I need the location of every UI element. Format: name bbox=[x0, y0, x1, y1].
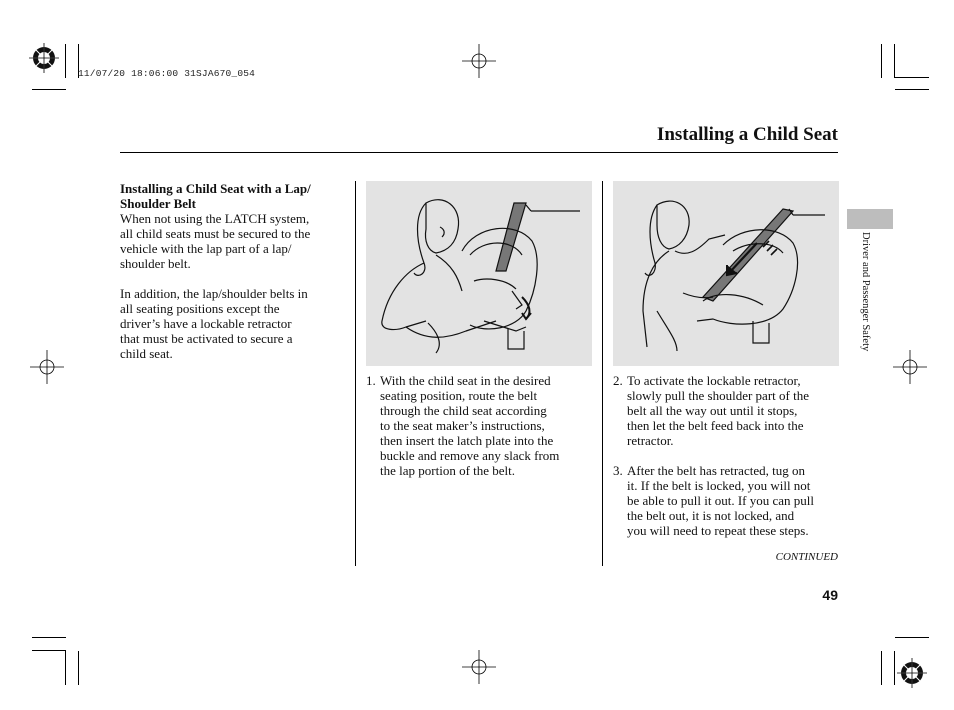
steps-2-3 bbox=[613, 373, 843, 538]
section-tab bbox=[847, 209, 893, 229]
column-divider bbox=[602, 181, 603, 566]
step-2 bbox=[613, 373, 843, 448]
registration-sunburst-icon bbox=[897, 658, 927, 688]
subheading: Installing a Child Seat with a Lap/ Shoulder Belt bbox=[120, 181, 311, 211]
paragraph-retractor: In addition, the lap/shoulder belts in all seating positions except the driver’s have a lockable retractor that must be activated to secure a child seat. bbox=[120, 286, 308, 361]
column-divider bbox=[355, 181, 356, 566]
paragraph-latch: When not using the LATCH system, all child seats must be secured to the vehicle with the lap part of a lap/ shoulder belt. bbox=[120, 211, 311, 271]
step-text: To activate the lockable retractor, slowly pull the shoulder part of the belt all the way out until it stops, then let the belt feed back into the retractor. bbox=[627, 373, 809, 448]
registration-sunburst-icon bbox=[29, 43, 59, 73]
step-text: After the belt has retracted, tug on it. If the belt is locked, you will not be able to pull it out. If you can pull the belt out, it is not locked, and you will need to repeat these steps. bbox=[627, 463, 815, 538]
child-seat-retractor-illustration bbox=[613, 181, 839, 366]
child-seat-lap-belt-illustration bbox=[366, 181, 592, 366]
left-column bbox=[120, 181, 350, 361]
step-number: 3. bbox=[613, 463, 623, 478]
page-number: 49 bbox=[822, 587, 838, 603]
illustration-retractor bbox=[613, 181, 839, 366]
step-number: 1. bbox=[366, 373, 376, 388]
print-stamp: 11/07/20 18:06:00 31SJA670_054 bbox=[78, 68, 256, 79]
title-rule bbox=[120, 152, 838, 153]
step-3 bbox=[613, 463, 843, 538]
step-number: 2. bbox=[613, 373, 623, 388]
step-text: With the child seat in the desired seating position, route the belt through the child seat according to the seat maker’s instructions, then insert the latch plate into the buckle and remove any slack from the lap portion of the belt. bbox=[380, 373, 560, 478]
step-1 bbox=[366, 373, 592, 478]
continued-label: CONTINUED bbox=[775, 551, 838, 563]
section-tab-label: Driver and Passenger Safety bbox=[860, 232, 871, 352]
illustration-lap-belt bbox=[366, 181, 592, 366]
page-title: Installing a Child Seat bbox=[656, 124, 838, 145]
